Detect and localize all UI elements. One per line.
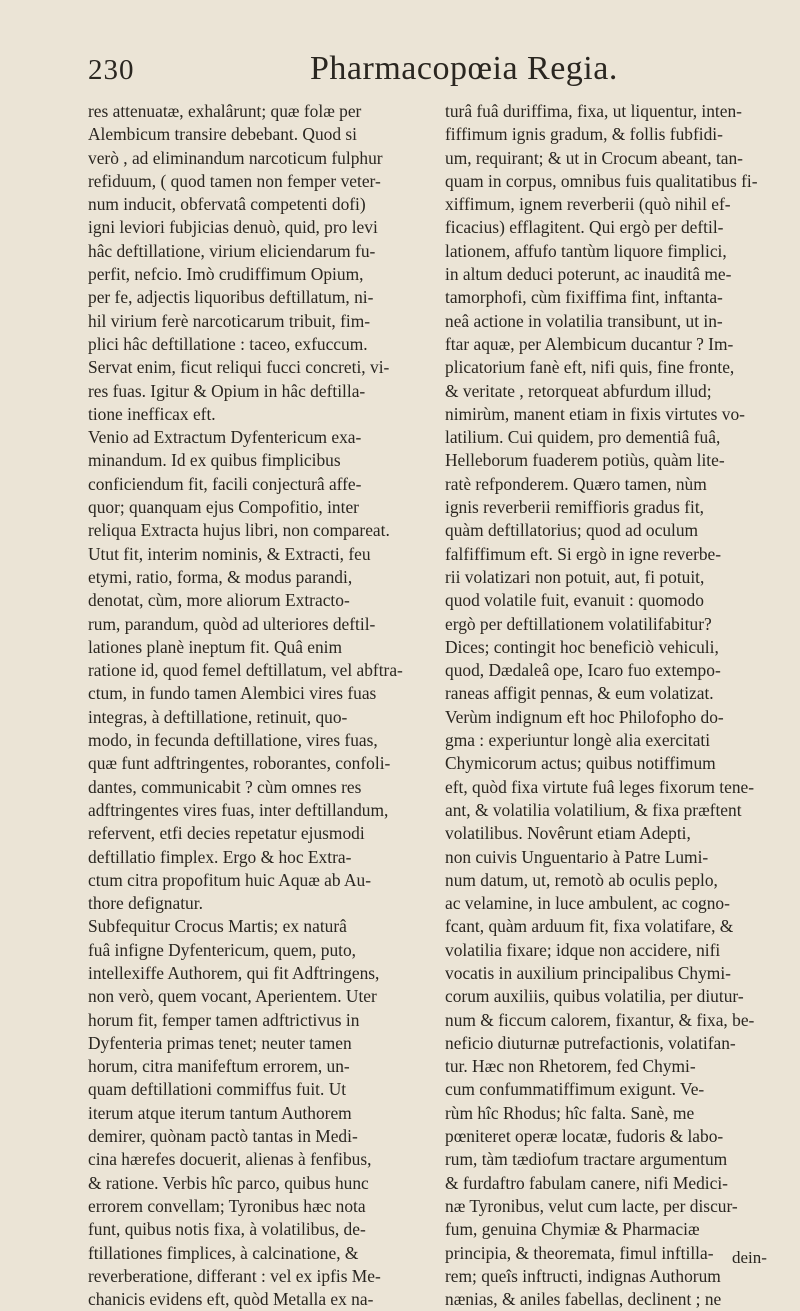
text-line: tamorphofi, cùm fixiffima fint, inftanta- <box>445 287 723 308</box>
text-line: intellexiffe Authorem, qui fit Adftringens, <box>88 962 380 983</box>
text-line: quod volatile fuit, evanuit : quomodo <box>445 590 704 611</box>
text-line: quod, Dædaleâ ope, Icaro fuo extempo- <box>445 660 721 681</box>
text-line: gma : experiuntur longè alia exercitati <box>445 730 711 751</box>
text-line: deftillatio fimplex. Ergo & hoc Extra- <box>88 846 352 867</box>
text-line: & furdaftro fabulam canere, nifi Medici- <box>445 1172 728 1193</box>
text-line: ergò per deftillationem volatilifabitur? <box>445 613 712 634</box>
text-line: iterum atque iterum tantum Authorem <box>88 1102 352 1123</box>
left-text-column <box>88 100 428 1311</box>
text-line: num & ficcum calorem, fixantur, & fixa, be- <box>445 1009 755 1030</box>
page-number: 230 <box>88 54 135 86</box>
text-line: Dyfenteria primas tenet; neuter tamen <box>88 1032 352 1053</box>
text-line: falfiffimum eft. Si ergò in igne reverbe- <box>445 543 722 564</box>
text-line: num datum, ut, remotò ab oculis peplo, <box>445 869 718 890</box>
text-line: refiduum, ( quod tamen non femper veter- <box>88 170 381 191</box>
text-line: Utut fit, interim nominis, & Extracti, feu <box>88 543 371 564</box>
text-line: ac velamine, in luce ambulent, ac cogno- <box>445 893 730 914</box>
text-line: ctum, in fundo tamen Alembici vires fuas <box>88 683 377 704</box>
text-line: demirer, quònam pactò tantas in Medi- <box>88 1126 358 1147</box>
text-line: minandum. Id ex quibus fimplicibus <box>88 450 341 471</box>
text-line: xiffimum, ignem reverberii (quò nihil ef- <box>445 194 731 215</box>
text-line: quor; quanquam ejus Compofitio, inter <box>88 497 359 518</box>
text-line: refervent, etfi decies repetatur ejusmodi <box>88 823 365 844</box>
text-line: ratione id, quod femel deftillatum, vel abftra- <box>88 660 403 681</box>
text-line: non cuivis Unguentario à Patre Lumi- <box>445 846 709 867</box>
text-line: & ratione. Verbis hîc parco, quibus hunc <box>88 1172 369 1193</box>
text-line: ftillationes fimplices, à calcinatione, & <box>88 1242 359 1263</box>
running-title: Pharmacopœia Regia. <box>310 50 618 87</box>
text-line: Subfequitur Crocus Martis; ex naturâ <box>88 916 347 937</box>
text-line: principia, & theoremata, fimul inftilla- <box>445 1242 714 1263</box>
text-line: funt, quibus notis fixa, à volatilibus, de- <box>88 1219 366 1240</box>
text-line: pœniteret operæ locatæ, fudoris & labo- <box>445 1126 724 1147</box>
text-line: volatilibus. Novêrunt etiam Adepti, <box>445 823 691 844</box>
text-line: tione inefficax eft. <box>88 403 216 424</box>
text-line: thore defignatur. <box>88 893 203 914</box>
text-line: horum, citra manifeftum errorem, un- <box>88 1056 350 1077</box>
text-line: fiffimum ignis gradum, & follis fubfidi- <box>445 124 723 145</box>
text-line: næ Tyronibus, velut cum lacte, per discur- <box>445 1195 738 1216</box>
text-line: per fe, adjectis liquoribus deftillatum, ni- <box>88 287 374 308</box>
text-line: igni leviori fubjicias denuò, quid, pro levi <box>88 217 378 238</box>
text-line: ficacius) efflagitent. Qui ergò per deftil- <box>445 217 724 238</box>
text-line: rum, tàm tædiofum tractare argumentum <box>445 1149 728 1170</box>
text-line: Servat enim, ficut reliqui fucci concreti, vi- <box>88 357 390 378</box>
text-line: hil virium ferè narcoticarum tribuit, fim- <box>88 310 371 331</box>
text-line: rùm hîc Rhodus; hîc falta. Sanè, me <box>445 1102 695 1123</box>
text-line: eft, quòd fixa virtute fuâ leges fixorum tene- <box>445 776 755 797</box>
text-line: cum confummatiffimum exigunt. Ve- <box>445 1079 705 1100</box>
text-line: Venio ad Extractum Dyfentericum exa- <box>88 427 362 448</box>
text-line: neficio diuturnæ putrefactionis, volatifan- <box>445 1032 736 1053</box>
text-line: hâc deftillatione, virium eliciendarum fu- <box>88 240 376 261</box>
text-line: perfit, nefcio. Imò crudiffimum Opium, <box>88 264 364 285</box>
text-line: horum fit, femper tamen adftrictivus in <box>88 1009 360 1030</box>
text-line: cina hærefes docuerit, alienas à fenfibus, <box>88 1149 372 1170</box>
text-line: quam in corpus, omnibus fuis qualitatibus fi- <box>445 170 758 191</box>
text-line: ant, & volatilia volatilium, & fixa præftent <box>445 799 742 820</box>
text-line: denotat, cùm, more aliorum Extracto- <box>88 590 350 611</box>
text-line: ratè refponderem. Quæro tamen, nùm <box>445 473 707 494</box>
text-line: rum, parandum, quòd ad ulteriores deftil- <box>88 613 376 634</box>
text-line: etymi, ratio, forma, & modus parandi, <box>88 566 353 587</box>
text-line: volatilia fixare; idque non accidere, nifi <box>445 939 721 960</box>
text-line: Chymicorum actus; quibus notiffimum <box>445 753 716 774</box>
text-line: tur. Hæc non Rhetorem, fed Chymi- <box>445 1056 696 1077</box>
text-line: num inducit, obfervatâ competenti dofi) <box>88 194 366 215</box>
text-line: Verùm indignum eft hoc Philofopho do- <box>445 706 724 727</box>
text-line: chanicis evidens eft, quòd Metalla ex na- <box>88 1289 374 1310</box>
page-header <box>88 50 648 95</box>
text-line: res fuas. Igitur & Opium in hâc deftilla- <box>88 380 366 401</box>
text-line: ftar aquæ, per Alembicum ducantur ? Im- <box>445 333 734 354</box>
text-line: corum auxiliis, quibus volatilia, per diutur- <box>445 986 744 1007</box>
text-line: plici hâc deftillatione : taceo, exfuccum. <box>88 333 368 354</box>
right-text-column <box>445 100 785 1311</box>
text-line: & veritate , retorqueat abfurdum illud; <box>445 380 712 401</box>
text-line: reliqua Extracta hujus libri, non compareat. <box>88 520 390 541</box>
text-line: lationem, affufo tantùm liquore fimplici, <box>445 240 727 261</box>
text-line: quæ funt adftringentes, roborantes, confoli- <box>88 753 391 774</box>
text-line: raneas affigit pennas, & eum volatizat. <box>445 683 714 704</box>
text-line: integras, à deftillatione, retinuit, quo- <box>88 706 348 727</box>
text-line: errorem convellam; Tyronibus hæc nota <box>88 1195 366 1216</box>
text-line: fcant, quàm arduum fit, fixa volatifare, & <box>445 916 734 937</box>
text-line: conficiendum fit, facili conjecturâ affe- <box>88 473 362 494</box>
text-line: quàm deftillatorius; quod ad oculum <box>445 520 699 541</box>
text-line: lationes planè ineptum fit. Quâ enim <box>88 636 343 657</box>
text-line: verò , ad eliminandum narcoticum fulphur <box>88 147 383 168</box>
text-line: latilium. Cui quidem, pro dementiâ fuâ, <box>445 427 721 448</box>
text-line: reverberatione, differant : vel ex ipfis Me- <box>88 1265 381 1286</box>
text-line: ctum citra propofitum huic Aquæ ab Au- <box>88 869 372 890</box>
text-line: um, requirant; & ut in Crocum abeant, tan- <box>445 147 743 168</box>
text-line: in altum deduci poterunt, ac inauditâ me- <box>445 264 732 285</box>
text-line: Dices; contingit hoc beneficiò vehiculi, <box>445 636 719 657</box>
text-line: ignis reverberii remiffioris gradus fit, <box>445 497 705 518</box>
text-line: Alembicum transire debebant. Quod si <box>88 124 358 145</box>
text-line: rem; queîs inftructi, indignas Authorum <box>445 1265 721 1286</box>
text-line: vocatis in auxilium principalibus Chymi- <box>445 962 731 983</box>
text-line: res attenuatæ, exhalârunt; quæ folæ per <box>88 101 362 121</box>
text-line: nimirùm, manent etiam in fixis virtutes vo- <box>445 403 745 424</box>
text-line: rii volatizari non potuit, aut, fi potuit, <box>445 566 705 587</box>
catchword: dein- <box>732 1248 767 1267</box>
text-line: dantes, communicabit ? cùm omnes res <box>88 776 362 797</box>
text-line: adftringentes vires fuas, inter deftillandum, <box>88 799 389 820</box>
text-line: non verò, quem vocant, Aperientem. Uter <box>88 986 377 1007</box>
text-line: Helleborum fuaderem potiùs, quàm lite- <box>445 450 725 471</box>
text-line: neâ actione in volatilia transibunt, ut in- <box>445 310 723 331</box>
text-line: turâ fuâ duriffima, fixa, ut liquentur, inten- <box>445 101 742 121</box>
text-line: modo, in fecunda deftillatione, vires fuas, <box>88 730 378 751</box>
text-line: fum, genuina Chymiæ & Pharmaciæ <box>445 1219 700 1240</box>
text-line: quam deftillationi commiffus fuit. Ut <box>88 1079 347 1100</box>
text-line: nænias, & aniles fabellas, declinent ; ne <box>445 1289 722 1310</box>
text-line: plicatorium fanè eft, nifi quis, fine fronte, <box>445 357 735 378</box>
text-line: fuâ infigne Dyfentericum, quem, puto, <box>88 939 357 960</box>
